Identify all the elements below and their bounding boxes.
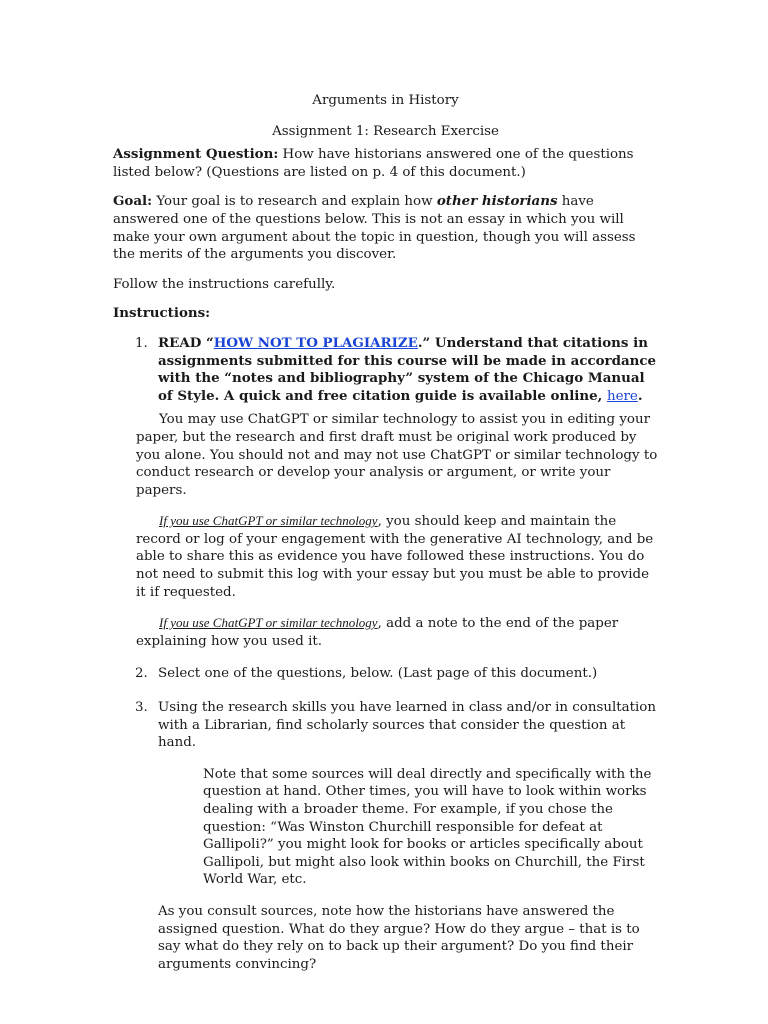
research-skills-text: Using the research skills you have learned in class and/or in consultation with a Librarian, find scholarly sources that consider the question at hand.	[158, 700, 656, 751]
chatgpt-note-paragraph	[136, 614, 658, 650]
sources-note: Note that some sources will deal directly and specifically with the question at hand. Other times, you will have to look within works dealing with a broader theme. For example, if you chose the question: “Was Winston Churchill responsible for defeat at Gallipoli?” you might look for books or articles specifically about Gallipoli, but might also look within books on Churchill, the First World War, etc.	[203, 766, 652, 888]
list-number: 3.	[135, 700, 148, 716]
assignment-question-label: Assignment Question:	[113, 146, 279, 163]
plagiarize-link[interactable]: HOW NOT TO PLAGIARIZE	[213, 334, 418, 351]
list-item	[113, 335, 658, 651]
chatgpt-note-text: , add a note to the end of the paper explaining how you used it.	[136, 616, 619, 649]
assignment-question-paragraph	[113, 146, 658, 181]
list-number: 1.	[135, 335, 148, 351]
document-title: Arguments in History	[312, 93, 459, 108]
consult-sources-text: As you consult sources, note how the historians have answered the assigned question. What do they argue? How do they argue – that is to say what do they rely on to back up their argument? Do you find their arguments convincing?	[158, 903, 640, 972]
document-subtitle: Assignment 1: Research Exercise	[272, 123, 499, 139]
list-item	[113, 699, 658, 973]
instructions-list	[113, 335, 658, 973]
goal-emphasis: other historians	[436, 193, 558, 210]
list-item	[113, 665, 658, 683]
document-page	[113, 92, 658, 973]
select-question-text: Select one of the questions, below. (Last page of this document.)	[158, 666, 598, 682]
citation-text: .” Understand that citations in assignments submitted for this course will be made in accordance with the “notes and bibliography” system of the Chicago Manual of Style. A quick and free citation guide is available online,	[158, 334, 657, 404]
instructions-label: Instructions:	[113, 305, 211, 322]
goal-label: Goal:	[113, 193, 153, 210]
chatgpt-log-paragraph	[136, 512, 658, 601]
goal-text-2: have answered one of the questions below. This is not an essay in which you will make your own argument about the topic in question, though you will assess the merits of the arguments you discover.	[113, 194, 636, 263]
read-instruction	[158, 335, 658, 405]
chatgpt-condition: If you use ChatGPT or similar technology	[159, 513, 378, 529]
chatgpt-policy-paragraph: You may use ChatGPT or similar technology to assist you in editing your paper, but the research and first draft must be original work produced by you alone. You should not and may not use ChatGPT or similar technology to conduct research or develop your analysis or argument, or write your papers.	[136, 412, 658, 498]
chatgpt-condition: If you use ChatGPT or similar technology	[159, 615, 378, 631]
citation-guide-link[interactable]: here	[606, 388, 638, 404]
goal-paragraph	[113, 193, 658, 263]
follow-instructions: Follow the instructions carefully.	[113, 276, 336, 292]
chatgpt-log-text: , you should keep and maintain the record or log of your engagement with the generative AI technology, and be able to share this as evidence you have followed these instructions. You do not need to submit this log with your essay but you must be able to provide it if requested.	[136, 514, 654, 600]
assignment-question-text: How have historians answered one of the questions listed below? (Questions are listed on p. 4 of this document.)	[113, 147, 634, 180]
read-prefix: READ “	[158, 334, 214, 351]
goal-text-1: Your goal is to research and explain how	[152, 194, 437, 210]
list-number: 2.	[135, 666, 148, 682]
period: .	[637, 387, 643, 404]
